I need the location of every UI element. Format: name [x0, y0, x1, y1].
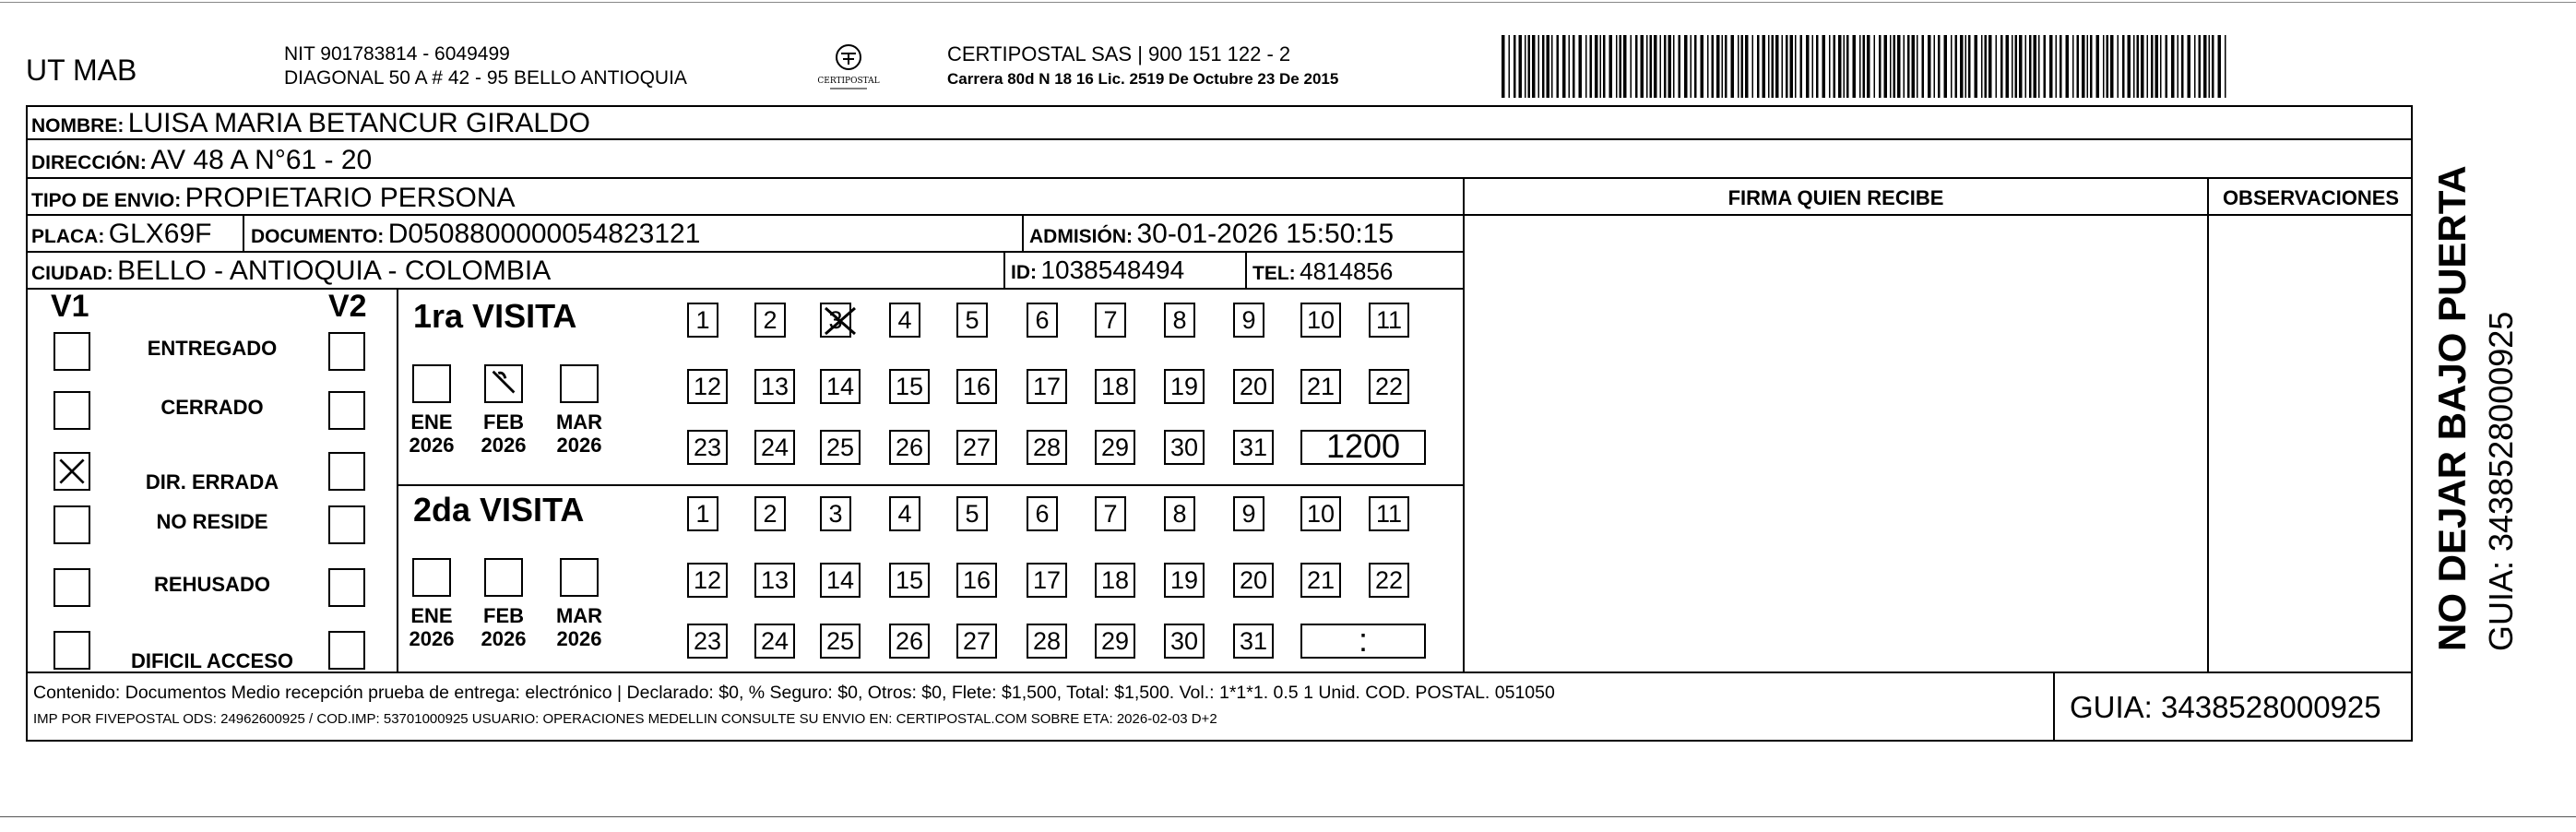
tipo-label: TIPO DE ENVIO:	[31, 190, 182, 211]
placa-label: PLACA:	[31, 226, 105, 247]
day-box-2-16[interactable]	[956, 563, 997, 598]
ciudad-value: BELLO - ANTIOQUIA - COLOMBIA	[117, 256, 552, 286]
month-box-1-mar[interactable]	[560, 364, 599, 403]
day-number: 6	[1035, 500, 1050, 528]
id-label: ID:	[1011, 262, 1037, 283]
day-box-1-30[interactable]	[1164, 430, 1205, 465]
day-box-1-29[interactable]	[1095, 430, 1135, 465]
day-number: 18	[1100, 373, 1130, 400]
placa-value: GLX69F	[108, 219, 212, 249]
footer-contents: Contenido: Documentos Medio recepción prueba de entrega: electrónico | Declarado: $0, % Seguro: $0, Otros: $0, Flete: $1,500, Total: $1,500. Vol.: 1*1*1. 0.5 1 Unid. COD. POSTAL. 051050	[33, 683, 1555, 703]
direccion-row	[31, 145, 372, 176]
day-number: 12	[693, 373, 722, 400]
admision-value: 30-01-2026 15:50:15	[1136, 219, 1395, 249]
day-box-2-6[interactable]	[1027, 496, 1058, 531]
option-label-6: DIFICIL ACCESO	[130, 649, 293, 672]
day-box-1-23[interactable]	[687, 430, 728, 465]
day-number: 1	[695, 500, 710, 528]
day-number: 9	[1241, 500, 1256, 528]
checkbox-v2-6[interactable]	[328, 631, 365, 670]
month-name: MAR	[555, 410, 603, 434]
day-box-1-6[interactable]	[1027, 303, 1058, 338]
day-number: 21	[1306, 373, 1335, 400]
tipo-value: PROPIETARIO PERSONA	[184, 183, 516, 213]
day-number: 17	[1032, 566, 1062, 594]
month-label-1-ene	[404, 410, 459, 457]
company-address: DIAGONAL 50 A # 42 - 95 BELLO ANTIOQUIA	[284, 67, 687, 89]
tel-value: 4814856	[1300, 257, 1394, 285]
option-label-4: NO RESIDE	[156, 510, 268, 533]
day-box-2-31[interactable]	[1233, 624, 1274, 659]
day-box-2-29[interactable]	[1095, 624, 1135, 659]
day-box-1-14[interactable]	[820, 369, 861, 404]
day-box-1-3[interactable]	[820, 303, 851, 338]
day-box-1-19[interactable]	[1164, 369, 1205, 404]
day-number: 30	[1169, 434, 1199, 461]
day-box-2-3[interactable]	[820, 496, 851, 531]
checkbox-v2-3[interactable]	[328, 452, 365, 491]
tipo-row	[31, 183, 516, 214]
month-year: 2026	[481, 627, 527, 650]
day-number: 26	[895, 627, 924, 655]
day-number: 13	[760, 373, 789, 400]
day-number: 21	[1306, 566, 1335, 594]
month-box-2-ene[interactable]	[412, 558, 451, 597]
ciudad-label: CIUDAD:	[31, 263, 113, 284]
visit-title-2: 2da VISITA	[413, 491, 585, 529]
day-box-2-10[interactable]	[1300, 496, 1341, 531]
day-number: 16	[962, 373, 991, 400]
day-number: 18	[1100, 566, 1130, 594]
month-year: 2026	[481, 434, 527, 457]
day-box-1-17[interactable]	[1027, 369, 1067, 404]
direccion-value: AV 48 A N°61 - 20	[150, 145, 373, 175]
day-number: 31	[1239, 627, 1268, 655]
v2-header: V2	[328, 289, 367, 324]
month-box-2-mar[interactable]	[560, 558, 599, 597]
v1-header: V1	[51, 289, 89, 324]
day-box-2-2[interactable]	[754, 496, 786, 531]
day-number: 2	[763, 306, 778, 334]
day-box-2-12[interactable]	[687, 563, 728, 598]
day-number: 8	[1172, 500, 1187, 528]
month-name: ENE	[410, 604, 453, 627]
observaciones-header: OBSERVACIONES	[2222, 186, 2400, 209]
month-name: MAR	[555, 604, 603, 627]
day-number: 19	[1169, 373, 1199, 400]
day-box-1-10[interactable]	[1300, 303, 1341, 338]
checkbox-v2-1[interactable]	[328, 332, 365, 371]
day-box-1-1[interactable]	[687, 303, 718, 338]
month-box-2-feb[interactable]	[484, 558, 523, 597]
day-number: 9	[1241, 306, 1256, 334]
tel-field	[1252, 257, 1393, 286]
day-number: 16	[962, 566, 991, 594]
day-number: 4	[897, 306, 912, 334]
checkbox-v1-6[interactable]	[53, 631, 90, 670]
day-number: 11	[1375, 500, 1403, 528]
month-label-1-feb	[476, 410, 531, 457]
day-number: 3	[828, 306, 843, 334]
month-name: FEB	[483, 604, 524, 627]
month-box-1-ene[interactable]	[412, 364, 451, 403]
admision-label: ADMISIÓN:	[1029, 226, 1133, 247]
day-number: 23	[693, 434, 722, 461]
visit-title-1: 1ra VISITA	[413, 297, 577, 335]
day-box-2-13[interactable]	[754, 563, 795, 598]
day-box-2-1[interactable]	[687, 496, 718, 531]
day-box-1-8[interactable]	[1164, 303, 1195, 338]
day-number: 22	[1374, 373, 1404, 400]
day-box-2-4[interactable]	[889, 496, 920, 531]
day-box-2-27[interactable]	[956, 624, 997, 659]
day-box-2-25[interactable]	[820, 624, 861, 659]
day-box-2-23[interactable]	[687, 624, 728, 659]
day-box-2-24[interactable]	[754, 624, 795, 659]
day-box-1-7[interactable]	[1095, 303, 1126, 338]
checkbox-v2-5[interactable]	[328, 568, 365, 607]
day-number: 24	[760, 434, 789, 461]
day-box-1-9[interactable]	[1233, 303, 1264, 338]
day-box-1-18[interactable]	[1095, 369, 1135, 404]
checkbox-v1-2[interactable]	[53, 391, 90, 430]
day-box-2-5[interactable]	[956, 496, 988, 531]
day-box-2-7[interactable]	[1095, 496, 1126, 531]
day-number: 25	[825, 434, 855, 461]
option-label-3: DIR. ERRADA	[145, 470, 279, 493]
day-box-2-30[interactable]	[1164, 624, 1205, 659]
ciudad-field	[31, 256, 551, 287]
day-number: 20	[1239, 566, 1268, 594]
day-box-2-8[interactable]	[1164, 496, 1195, 531]
month-label-1-mar	[552, 410, 607, 457]
month-box-1-feb[interactable]	[484, 364, 523, 403]
day-number: 3	[828, 500, 843, 528]
option-label-5: REHUSADO	[154, 573, 270, 596]
day-box-1-21[interactable]	[1300, 369, 1341, 404]
side-notice: NO DEJAR BAJO PUERTA	[2430, 165, 2474, 651]
firma-header: FIRMA QUIEN RECIBE	[1727, 186, 1944, 209]
day-number: 15	[895, 566, 924, 594]
day-box-1-27[interactable]	[956, 430, 997, 465]
day-number: 2	[763, 500, 778, 528]
day-number: 17	[1032, 373, 1062, 400]
option-label-1: ENTREGADO	[147, 337, 278, 360]
id-value: 1038548494	[1040, 256, 1185, 284]
day-box-2-17[interactable]	[1027, 563, 1067, 598]
day-number: 7	[1103, 306, 1118, 334]
direccion-label: DIRECCIÓN:	[31, 152, 147, 173]
day-number: 7	[1103, 500, 1118, 528]
day-box-2-19[interactable]	[1164, 563, 1205, 598]
month-label-2-ene	[404, 604, 459, 650]
barcode-bars	[1502, 35, 2230, 98]
day-number: 5	[965, 500, 979, 528]
checkbox-v1-3[interactable]	[53, 452, 90, 491]
day-box-1-2[interactable]	[754, 303, 786, 338]
day-number: 13	[760, 566, 789, 594]
day-number: 22	[1374, 566, 1404, 594]
day-box-2-11[interactable]	[1369, 496, 1409, 531]
day-box-1-5[interactable]	[956, 303, 988, 338]
side-panel	[2416, 101, 2573, 651]
day-number: 23	[693, 627, 722, 655]
day-box-1-25[interactable]	[820, 430, 861, 465]
checkbox-v1-1[interactable]	[53, 332, 90, 371]
time-box-2[interactable]: :	[1300, 624, 1426, 659]
day-box-2-20[interactable]	[1233, 563, 1274, 598]
day-number: 12	[693, 566, 722, 594]
documento-label: DOCUMENTO:	[251, 226, 385, 247]
day-box-1-24[interactable]	[754, 430, 795, 465]
day-number: 29	[1100, 434, 1130, 461]
day-number: 31	[1239, 434, 1268, 461]
day-number: 28	[1032, 627, 1062, 655]
nombre-value: LUISA MARIA BETANCUR GIRALDO	[127, 108, 591, 138]
day-box-1-13[interactable]	[754, 369, 795, 404]
day-number: 25	[825, 627, 855, 655]
tel-label: TEL:	[1252, 263, 1296, 284]
day-box-2-22[interactable]	[1369, 563, 1409, 598]
day-box-1-20[interactable]	[1233, 369, 1274, 404]
month-label-2-mar	[552, 604, 607, 650]
day-box-2-18[interactable]	[1095, 563, 1135, 598]
company-nit: NIT 901783814 - 6049499	[284, 43, 510, 65]
day-box-1-12[interactable]	[687, 369, 728, 404]
day-box-1-26[interactable]	[889, 430, 930, 465]
day-box-2-9[interactable]	[1233, 496, 1264, 531]
day-number: 1	[695, 306, 710, 334]
carrier-line: CERTIPOSTAL SAS | 900 151 122 - 2	[947, 42, 1291, 65]
day-number: 11	[1375, 306, 1403, 334]
certipostal-logo-icon	[812, 39, 885, 98]
company-name: UT MAB	[26, 53, 137, 87]
admision-field	[1029, 219, 1394, 250]
day-number: 19	[1169, 566, 1199, 594]
nombre-row	[31, 108, 590, 139]
day-number: 30	[1169, 627, 1199, 655]
day-number: 6	[1035, 306, 1050, 334]
checkbox-v2-2[interactable]	[328, 391, 365, 430]
footer-print-info: IMP POR FIVEPOSTAL ODS: 24962600925 / COD.IMP: 53701000925 USUARIO: OPERACIONES MEDELLIN CONSULTE SU ENVIO EN: CERTIPOSTAL.COM SOBRE ETA: 2026-02-03 D+2	[33, 711, 1217, 727]
day-number: 4	[897, 500, 912, 528]
day-box-1-16[interactable]	[956, 369, 997, 404]
day-number: 27	[962, 434, 991, 461]
day-box-1-4[interactable]	[889, 303, 920, 338]
day-box-2-21[interactable]	[1300, 563, 1341, 598]
day-box-2-26[interactable]	[889, 624, 930, 659]
day-box-2-15[interactable]	[889, 563, 930, 598]
day-number: 10	[1306, 500, 1335, 528]
day-number: 10	[1306, 306, 1335, 334]
day-box-1-31[interactable]	[1233, 430, 1274, 465]
day-number: 24	[760, 627, 789, 655]
check-mark-icon	[486, 366, 521, 401]
day-number: 27	[962, 627, 991, 655]
month-year: 2026	[409, 627, 455, 650]
x-mark-icon	[55, 454, 89, 489]
month-name: ENE	[410, 410, 453, 434]
month-name: FEB	[483, 410, 524, 434]
time-box-1[interactable]: 1200	[1300, 430, 1426, 465]
day-number: 20	[1239, 373, 1268, 400]
logo-text: CERTIPOSTAL	[817, 77, 880, 86]
day-box-2-14[interactable]	[820, 563, 861, 598]
carrier-address: Carrera 80d N 18 16 Lic. 2519 De Octubre 23 De 2015	[947, 70, 1339, 88]
day-number: 14	[825, 566, 855, 594]
month-year: 2026	[556, 434, 602, 457]
documento-value: D0508800000054823121	[387, 219, 701, 249]
nombre-label: NOMBRE:	[31, 115, 125, 137]
day-box-2-28[interactable]	[1027, 624, 1067, 659]
month-year: 2026	[556, 627, 602, 650]
day-number: 14	[825, 373, 855, 400]
month-year: 2026	[409, 434, 455, 457]
day-number: 29	[1100, 627, 1130, 655]
month-label-2-feb	[476, 604, 531, 650]
placa-field	[31, 219, 212, 250]
barcode	[1502, 35, 2230, 98]
day-box-1-22[interactable]	[1369, 369, 1409, 404]
footer-guia: GUIA: 3438528000925	[2070, 690, 2381, 724]
checkbox-v2-4[interactable]	[328, 505, 365, 544]
documento-field	[251, 219, 700, 250]
day-number: 5	[965, 306, 979, 334]
side-guia: GUIA: 3438528000925	[2482, 311, 2520, 651]
option-label-2: CERRADO	[160, 396, 264, 419]
checkbox-v1-5[interactable]	[53, 568, 90, 607]
day-number: 26	[895, 434, 924, 461]
day-box-1-11[interactable]	[1369, 303, 1409, 338]
id-field	[1011, 256, 1184, 285]
checkbox-v1-4[interactable]	[53, 505, 90, 544]
day-box-1-15[interactable]	[889, 369, 930, 404]
day-number: 28	[1032, 434, 1062, 461]
day-number: 15	[895, 373, 924, 400]
day-number: 8	[1172, 306, 1187, 334]
day-box-1-28[interactable]	[1027, 430, 1067, 465]
